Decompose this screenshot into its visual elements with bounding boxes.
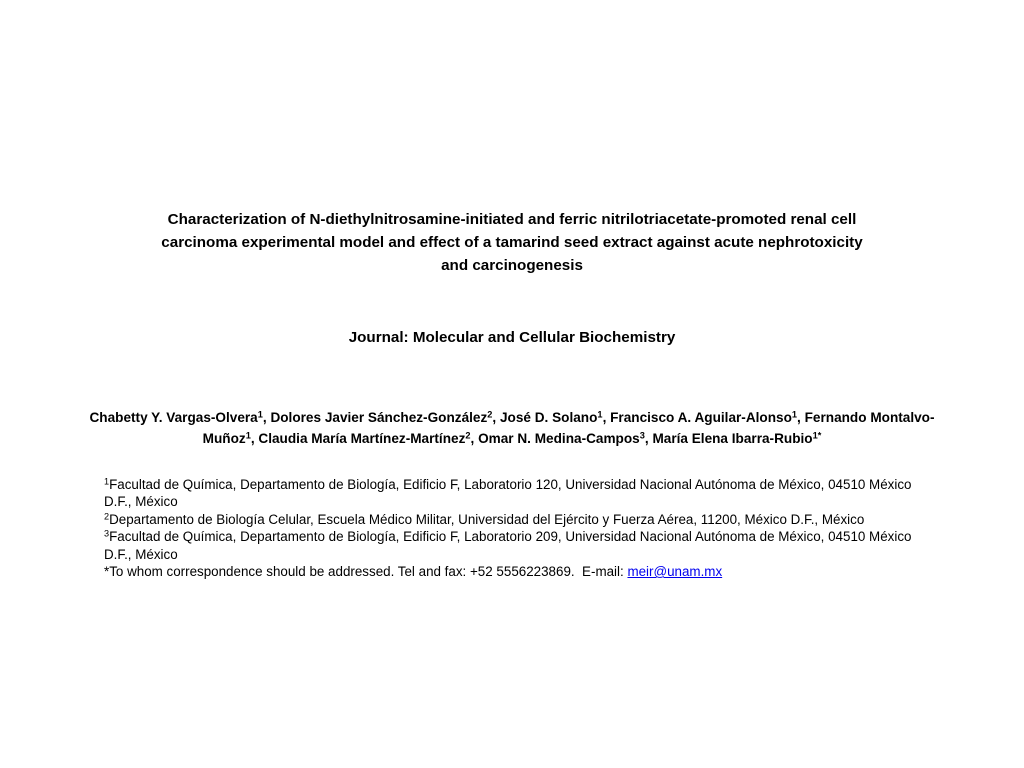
- affiliation-text: Facultad de Química, Departamento de Biología, Edificio F, Laboratorio 120, Universidad Nacional Autónoma de México, 04510 México D.F., México: [104, 477, 912, 510]
- paper-title-line-2: carcinoma experimental model and effect of a tamarind seed extract against acute nephrotoxicity: [161, 234, 863, 251]
- author: [652, 431, 821, 446]
- correspondence-note: [104, 563, 924, 580]
- author-affiliation-mark: 1: [597, 409, 603, 420]
- author: [270, 410, 500, 425]
- author-separator: ,: [250, 431, 259, 446]
- author-name: Francisco A. Aguilar-Alonso: [610, 410, 792, 425]
- author-affiliation-mark: 1: [791, 409, 798, 420]
- author: [478, 431, 652, 446]
- affiliation-text: Departamento de Biología Celular, Escuela Médico Militar, Universidad del Ejército y Fuerza Aérea, 11200, México D.F., México: [109, 511, 865, 527]
- author-name: María Elena Ibarra-Rubio: [652, 431, 813, 446]
- author-separator: ,: [470, 431, 479, 446]
- author-affiliation-mark: 2: [465, 430, 471, 441]
- author: [258, 431, 478, 446]
- affiliation-item: [104, 528, 924, 563]
- affiliation-item: [104, 476, 924, 511]
- author-separator: ,: [797, 410, 805, 425]
- affiliation-item: [104, 511, 924, 528]
- correspondence-text: *To whom correspondence should be addressed. Tel and fax: +52 5556223869. E-mail:: [104, 564, 628, 580]
- author-name: Dolores Javier Sánchez-González: [270, 410, 488, 425]
- author-affiliation-mark: 2: [487, 409, 493, 420]
- affiliation-mark: 3: [104, 528, 110, 539]
- author-name: Omar N. Medina-Campos: [478, 431, 640, 446]
- author-separator: ,: [644, 431, 653, 446]
- affiliation-mark: 1: [104, 476, 110, 487]
- author-name: Chabetty Y. Vargas-Olvera: [89, 410, 258, 425]
- affiliation-mark: 2: [104, 511, 110, 522]
- paper-title: [100, 208, 924, 277]
- paper-title-line-1: Characterization of N-diethylnitrosamine-initiated and ferric nitrilotriacetate-promoted renal cell: [167, 211, 857, 228]
- author-separator: ,: [262, 410, 271, 425]
- paper-title-line-3: and carcinogenesis: [441, 257, 583, 274]
- author: [500, 410, 610, 425]
- author-name: Fernando Montalvo-Muñoz: [202, 410, 935, 446]
- author-affiliation-mark: 3: [639, 430, 645, 441]
- affiliation-text: Facultad de Química, Departamento de Biología, Edificio F, Laboratorio 209, Universidad Nacional Autónoma de México, 04510 México D.F., México: [104, 529, 912, 562]
- author-affiliation-mark: 1: [257, 409, 263, 420]
- author-list: [80, 407, 944, 449]
- author-separator: ,: [492, 410, 500, 425]
- email-link[interactable]: meir@unam.mx: [627, 564, 723, 580]
- author-affiliation-mark: 1*: [812, 430, 822, 441]
- author-name: Claudia María Martínez-Martínez: [258, 431, 466, 446]
- author-separator: ,: [602, 410, 611, 425]
- affiliation-list: [104, 476, 924, 580]
- author: [89, 410, 270, 425]
- author-name: José D. Solano: [499, 410, 598, 425]
- author-affiliation-mark: 1: [245, 430, 251, 441]
- author: [610, 410, 804, 425]
- journal-name: Journal: Molecular and Cellular Biochemistry: [348, 329, 676, 346]
